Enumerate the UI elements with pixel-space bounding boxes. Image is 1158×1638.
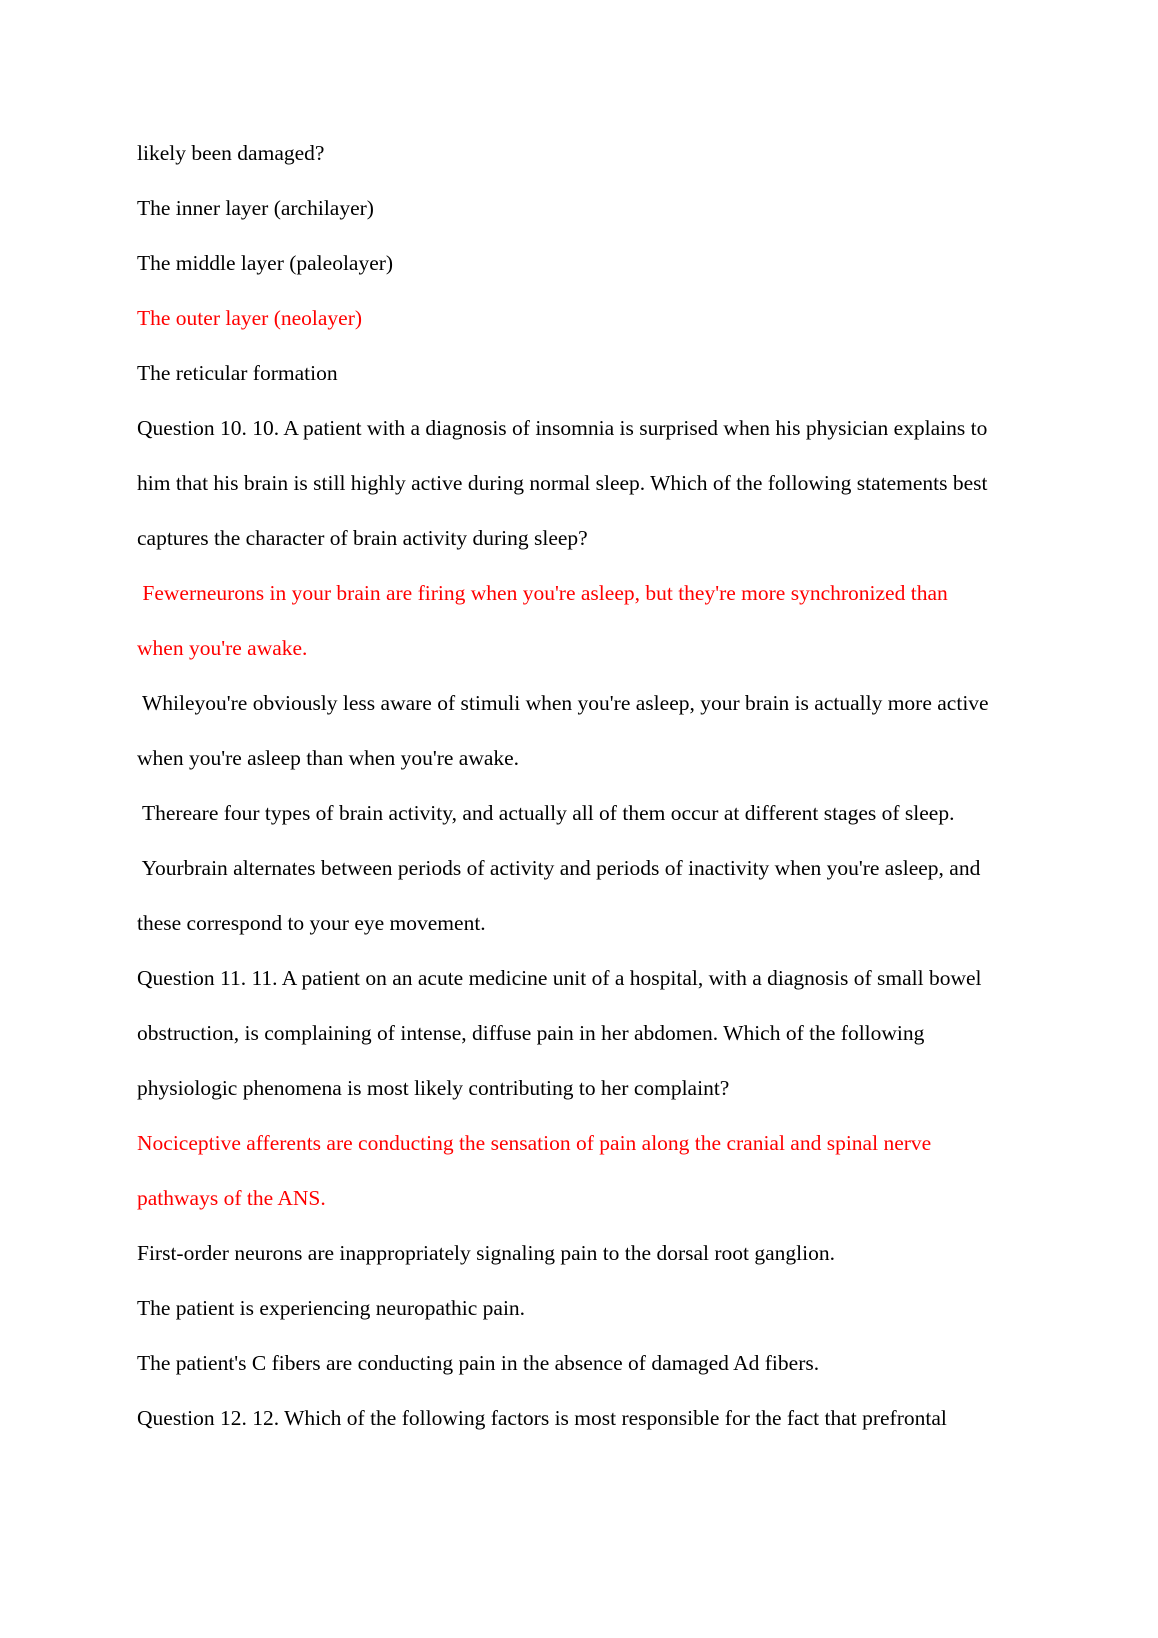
document-content [137, 126, 1072, 1446]
question-continuation-text [137, 126, 1072, 181]
text-line: Thereare four types of brain activity, and actually all of them occur at different stages of sleep. [137, 801, 955, 825]
answer-option [137, 1336, 1072, 1391]
text-line: likely been damaged? [137, 141, 325, 165]
text-line: First-order neurons are inappropriately signaling pain to the dorsal root ganglion. [137, 1241, 835, 1265]
answer-option [137, 786, 1072, 841]
text-line: The middle layer (paleolayer) [137, 251, 394, 275]
text-line: pathways of the ANS. [137, 1186, 326, 1210]
answer-option-correct [137, 1116, 1072, 1226]
text-line: The inner layer (archilayer) [137, 196, 374, 220]
text-line: Yourbrain alternates between periods of activity and periods of inactivity when you're asleep, and [137, 856, 981, 880]
text-line: The patient's C fibers are conducting pain in the absence of damaged Ad fibers. [137, 1351, 820, 1375]
text-line: these correspond to your eye movement. [137, 911, 486, 935]
answer-option-correct [137, 291, 1072, 346]
text-line: him that his brain is still highly active during normal sleep. Which of the following statements best [137, 471, 988, 495]
text-line: when you're asleep than when you're awake. [137, 746, 520, 770]
text-line: captures the character of brain activity during sleep? [137, 526, 588, 550]
answer-option [137, 346, 1072, 401]
answer-option [137, 1281, 1072, 1336]
answer-option [137, 236, 1072, 291]
answer-option-correct [137, 566, 1072, 676]
text-line: Fewerneurons in your brain are firing when you're asleep, but they're more synchronized than [137, 581, 948, 605]
question-12-text [137, 1391, 1072, 1446]
question-11-text [137, 951, 1072, 1116]
text-line: when you're awake. [137, 636, 308, 660]
text-line: Question 10. 10. A patient with a diagnosis of insomnia is surprised when his physician explains to [137, 416, 988, 440]
answer-option [137, 1226, 1072, 1281]
text-line: The outer layer (neolayer) [137, 306, 363, 330]
text-line: The reticular formation [137, 361, 338, 385]
answer-option [137, 181, 1072, 236]
text-line: Nociceptive afferents are conducting the sensation of pain along the cranial and spinal nerve [137, 1131, 932, 1155]
text-line: Question 12. 12. Which of the following factors is most responsible for the fact that prefrontal [137, 1406, 947, 1430]
question-10-text [137, 401, 1072, 566]
text-line: Whileyou're obviously less aware of stimuli when you're asleep, your brain is actually more active [137, 691, 989, 715]
text-line: The patient is experiencing neuropathic pain. [137, 1296, 526, 1320]
text-line: obstruction, is complaining of intense, diffuse pain in her abdomen. Which of the following [137, 1021, 925, 1045]
answer-option [137, 676, 1072, 786]
answer-option [137, 841, 1072, 951]
text-line: physiologic phenomena is most likely contributing to her complaint? [137, 1076, 730, 1100]
text-line: Question 11. 11. A patient on an acute medicine unit of a hospital, with a diagnosis of small bowel [137, 966, 982, 990]
